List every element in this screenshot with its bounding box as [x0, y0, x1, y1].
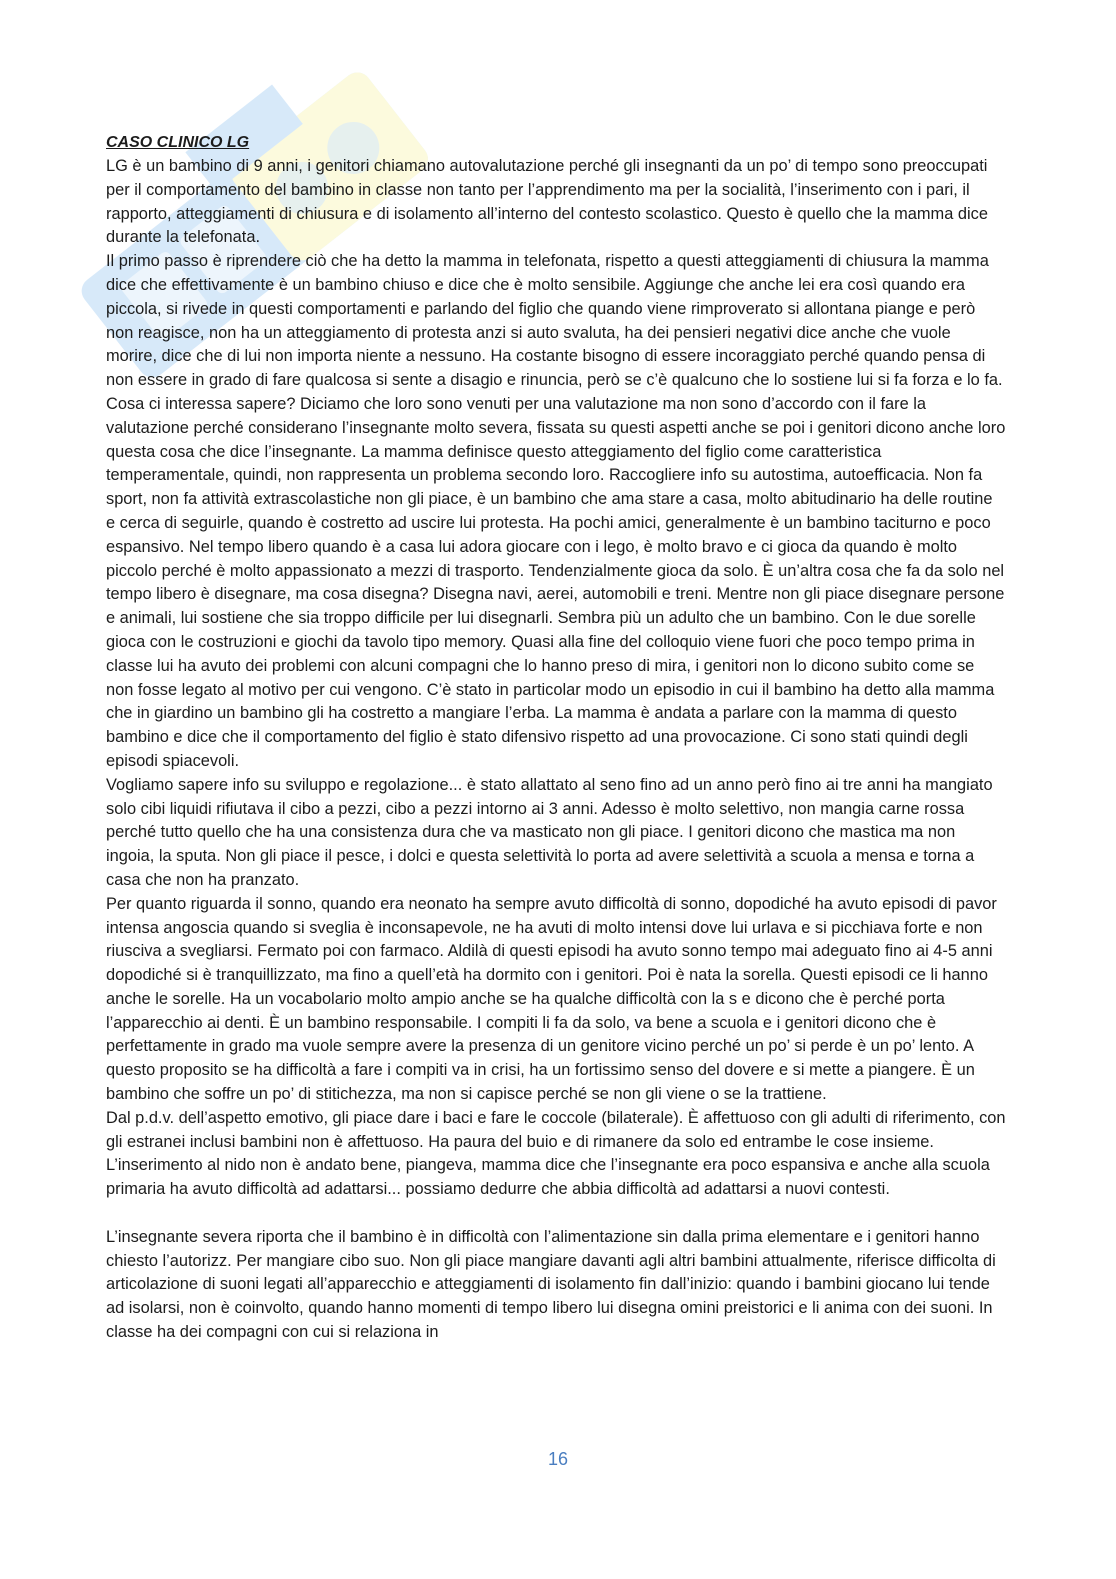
- page-number: 16: [547, 1449, 569, 1469]
- document-body: [106, 131, 1006, 1345]
- paragraph-sviluppo: Vogliamo sapere info su sviluppo e regolazione... è stato allattato al seno fino ad un anno però fino ai tre anni ha mangiato solo cibi liquidi rifiutava il cibo a pezzi, cibo a pezzi intorno ai 3 anni. Adesso è molto selettivo, non mangia carne rossa perché tutto quello che ha una consistenza dura che va masticato non gli piace. I genitori dicono che mastica ma non ingoia, la sputa. Non gli piace il pesce, i dolci e questa selettività lo porta ad avere selettività a scuola a mensa e torna a casa che non ha pranzato.: [106, 775, 993, 889]
- paragraph-intro: LG è un bambino di 9 anni, i genitori chiamano autovalutazione perché gli insegnanti da un po’ di tempo sono preoccupati per il comportamento del bambino in classe non tanto per l’apprendimento ma per la socialità, l’inserimento con i pari, il rapporto, atteggiamenti di chiusura e di isolamento all’interno del contesto scolastico. Questo è quello che la mamma dice durante la telefonata.: [106, 157, 988, 247]
- paragraph-emotivo: Dal p.d.v. dell’aspetto emotivo, gli piace dare i baci e fare le coccole (bilaterale). È affettuoso con gli adulti di riferimento, con gli estranei inclusi bambini non è affettuoso. Ha paura del buio e di rimanere da solo ed entrambe le cose insieme. L’inserimento al nido non è andato bene, piangeva, mamma dice che l’insegnante era poco espansiva e anche alla scuola primaria ha avuto difficoltà ad adattarsi... possiamo dedurre che abbia difficoltà ad adattarsi a nuovi contesti.: [106, 1108, 1006, 1199]
- paragraph-insegnante: L’insegnante severa riporta che il bambino è in difficoltà con l’alimentazione sin dalla prima elementare e i genitori hanno chiesto l’autorizz. Per mangiare cibo suo. Non gli piace mangiare davanti agli altri bambini attualmente, riferisce difficolta di articolazione di suoni legati all’apparecchio e atteggiamenti di isolamento fin dall’inizio: quando i bambini giocano lui tende ad isolarsi, non è coinvolto, quando hanno momenti di tempo libero lui disegna omini preistorici e li anima con dei suoni. In classe ha dei compagni con cui si relaziona in: [106, 1227, 996, 1342]
- paragraph-sonno: Per quanto riguarda il sonno, quando era neonato ha sempre avuto difficoltà di sonno, dopodiché ha avuto episodi di pavor intensa angoscia quando si sveglia è inconsapevole, ne ha avuti di molto intensi dove lui urlava e si picchiava forte e non riusciva a svegliarsi. Fermato poi con farmaco. Aldilà di questi episodi ha avuto sonno tempo mai adeguato fino ai 4-5 anni dopodiché si è tranquillizzato, ma fino a quell’età ha dormito con i genitori. Poi è nata la sorella. Questi episodi ce li hanno anche le sorelle. Ha un vocabolario molto ampio anche se ha qualche difficoltà con la s e dicono che è perché porta l’apparecchio ai denti. È un bambino responsabile. I compiti li fa da solo, va bene a scuola e i genitori dicono che è perfettamente in grado ma vuole sempre avere la presenza di un genitore vicino perché un po’ si perde è un po’ lento. A questo proposito se ha difficoltà a fare i compiti va in crisi, ha un fortissimo senso del dovere e si mette a piangere. È un bambino che soffre un po’ di stitichezza, ma non si capisce perché se non gli viene o se la trattiene.: [106, 894, 997, 1104]
- document-title: CASO CLINICO LG: [106, 134, 250, 151]
- paragraph-colloquio: Il primo passo è riprendere ciò che ha detto la mamma in telefonata, rispetto a questi atteggiamenti di chiusura la mamma dice che effettivamente è un bambino chiuso e dice che è molto sensibile. Aggiunge che anche lei era così quando era piccola, si rivede in questi comportamenti e parlando del figlio che quando viene rimproverato si allontana piange e però non reagisce, non ha un atteggiamento di protesta anzi si auto svaluta, ha dei pensieri negativi dice anche che vuole morire, dice che di lui non importa niente a nessuno. Ha costante bisogno di essere incoraggiato perché quando pensa di non essere in grado di fare qualcosa si sente a disagio e rinuncia, però se c’è qualcuno che lo sostiene lui si fa forza e lo fa. Cosa ci interessa sapere? Diciamo che loro sono venuti per una valutazione ma non sono d’accordo con il fare la valutazione perché considerano l’insegnante molto severa, fissata su questi aspetti anche se poi i genitori dicono anche loro questa cosa che dice l’insegnante. La mamma definisce questo atteggiamento del figlio come caratteristica temperamentale, quindi, non rappresenta un problema secondo loro. Raccogliere info su autostima, autoefficacia. Non fa sport, non fa attività extrascolastiche non gli piace, è un bambino che ama stare a casa, molto abitudinario ha delle routine e cerca di seguirle, quando è costretto ad uscire lui protesta. Ha pochi amici, generalmente è un bambino taciturno e poco espansivo. Nel tempo libero quando è a casa lui adora giocare con i lego, è molto bravo e ci gioca da quando è molto piccolo perché è molto appassionato a mezzi di trasporto. Tendenzialmente gioca da solo. È un’altra cosa che fa da solo nel tempo libero è disegnare, ma cosa disegna? Disegna navi, aerei, automobili e treni. Mentre non gli piace disegnare persone e animali, lui sostiene che sia troppo difficile per lui disegnarli. Sembra più un adulto che un bambino. Con le due sorelle gioca con le costruzioni e giochi da tavolo tipo memory. Quasi alla fine del colloquio viene fuori che poco tempo prima in classe lui ha avuto dei problemi con alcuni compagni che lo hanno preso di mira, i genitori non lo dicono subito come se non fosse legato al motivo per cui vengono. C’è stato in particolar modo un episodio in cui il bambino ha detto alla mamma che in giardino un bambino gli ha costretto a mangiare l’erba. La mamma è andata a parlare con la mamma di questo bambino e dice che il comportamento del figlio è stato difensivo rispetto ad una provocazione. Ci sono stati quindi degli episodi spiacevoli.: [106, 252, 1006, 770]
